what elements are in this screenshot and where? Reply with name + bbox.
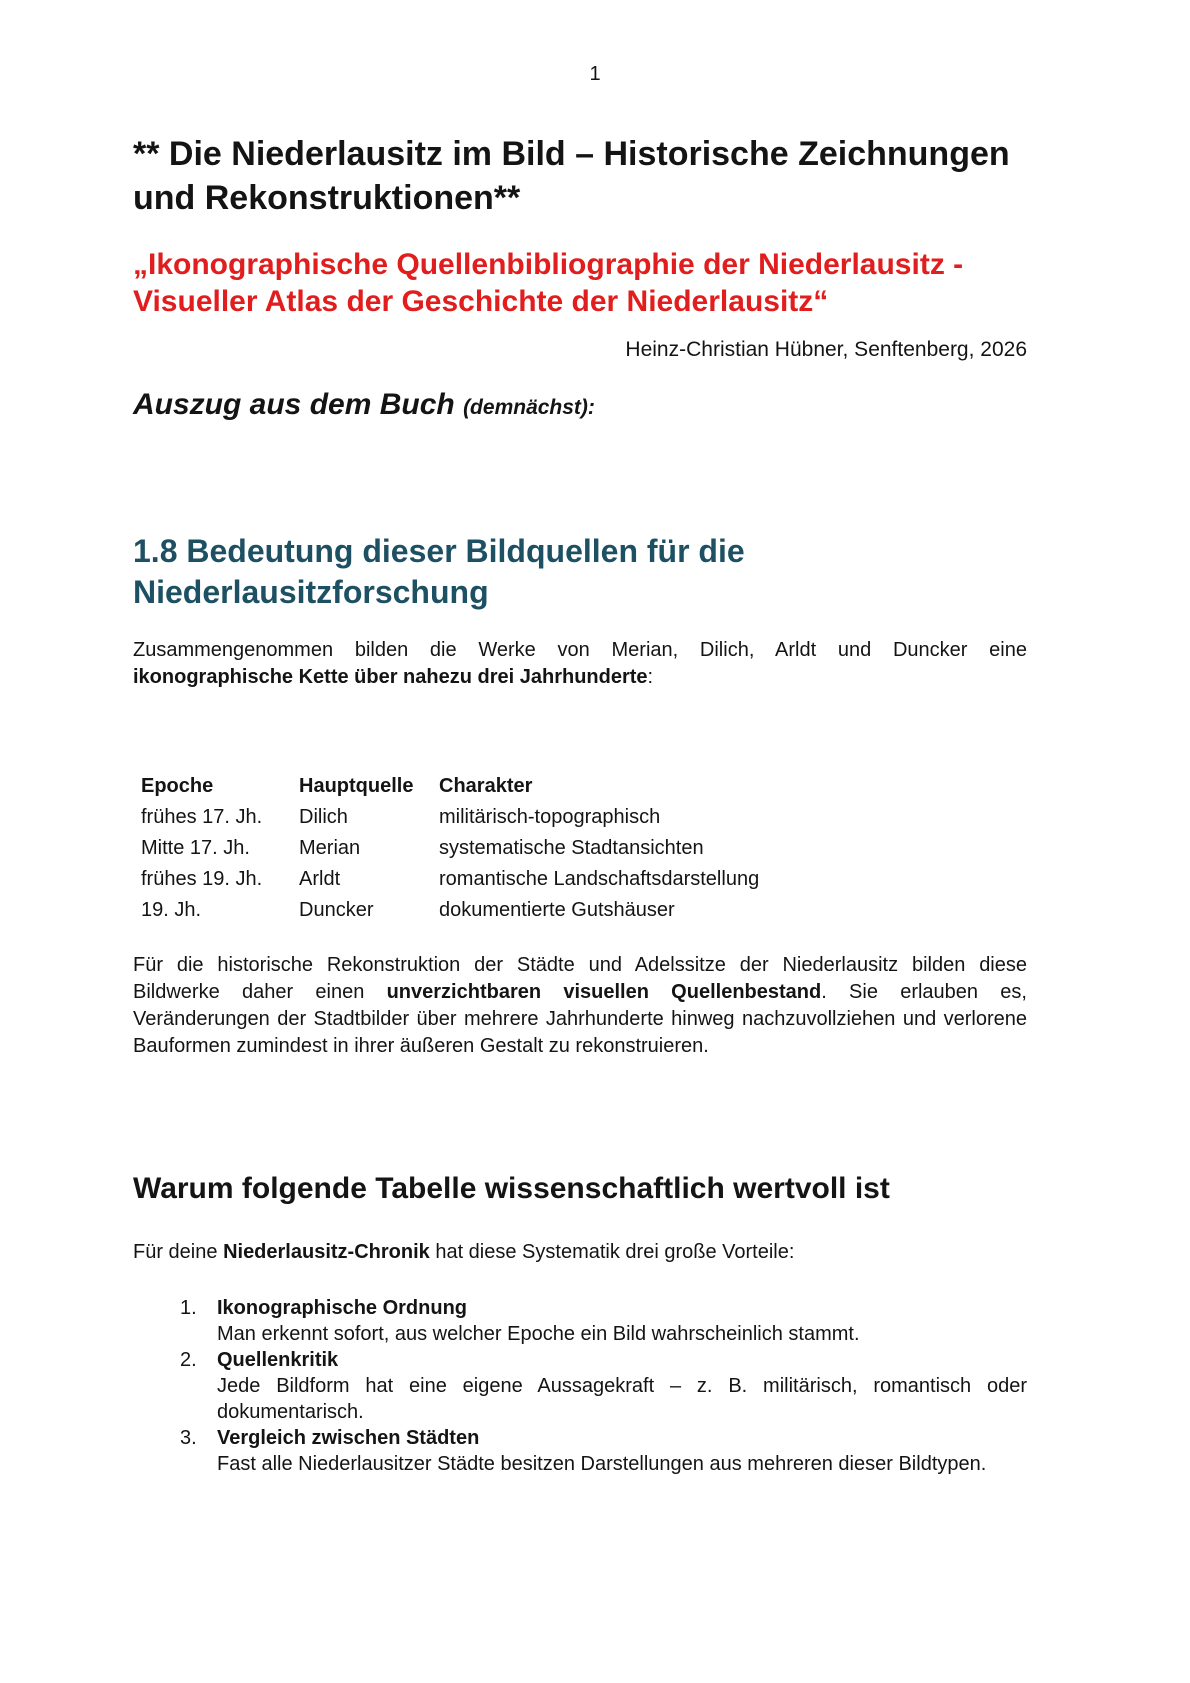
list-item-text: Man erkennt sofort, aus welcher Epoche ein Bild wahrscheinlich stammt. [217,1323,860,1345]
conclusion-paragraph [133,952,1027,1060]
list-item-title: Quellenkritik [217,1349,339,1371]
intro-bold-phrase: ikonographische Kette über nahezu drei Jahrhunderte [133,666,648,688]
section-heading-bedeutung: 1.8 Bedeutung dieser Bildquellen für die Niederlausitzforschung [133,533,745,610]
table-cell: 19. Jh. [141,899,202,921]
table-header-charakter: Charakter [439,775,533,797]
list-item-text: Jede Bildform hat eine eigene Aussagekraft – z. B. militärisch, romantisch oder dokumentarisch. [217,1375,1027,1423]
conclusion-text-post: . Sie erlauben es, Veränderungen der Stadtbilder über mehrere Jahrhunderte hinweg nachzuvollziehen und verlorene Bauformen zumindest in ihrer äußeren Gestalt zu rekonstruieren. [133,981,1027,1057]
list-item-title: Ikonographische Ordnung [217,1297,468,1319]
table-cell: Duncker [299,899,374,921]
list-item-number: 1. [180,1297,197,1319]
table-cell: romantische Landschaftsdarstellung [439,868,760,890]
list-item-number: 2. [180,1349,197,1371]
section-heading-warum: Warum folgende Tabelle wissenschaftlich wertvoll ist [133,1172,890,1205]
table-cell: systematische Stadtansichten [439,837,704,859]
table-cell: Merian [299,837,361,859]
intro-text-pre: Zusammengenommen bilden die Werke von Merian, Dilich, Arldt und Duncker eine [133,639,1027,661]
advantages-intro-bold: Niederlausitz-Chronik [223,1241,430,1263]
list-item-text: Fast alle Niederlausitzer Städte besitzen Darstellungen aus mehreren dieser Bildtypen. [217,1453,987,1475]
table-header-hauptquelle: Hauptquelle [299,775,414,797]
table-cell: Arldt [299,868,341,890]
page-number: 1 [589,63,601,85]
list-item-number: 3. [180,1427,197,1449]
advantages-list [133,1295,1027,1477]
excerpt-text: Auszug aus dem Buch [133,388,455,421]
advantages-intro-pre: Für deine [133,1241,224,1263]
list-item-body [217,1425,986,1477]
excerpt-line [133,386,1027,427]
list-item-title: Vergleich zwischen Städten [217,1427,480,1449]
document-title: ** Die Niederlausitz im Bild – Historische Zeichnungen und Rekonstruktionen** [133,135,1010,217]
table-cell: Dilich [299,806,348,828]
conclusion-bold-phrase: unverzichtbaren visuellen Quellenbestand [386,981,822,1003]
table-cell: frühes 17. Jh. [141,806,263,828]
conclusion-text-pre: Für die historische Rekonstruktion der Städte und Adelssitze der Niederlausitz bilden diese Bildwerke daher einen [133,954,1027,1003]
advantages-intro [133,1239,1027,1266]
author-line: Heinz-Christian Hübner, Senftenberg, 2026 [625,338,1027,361]
table-cell: frühes 19. Jh. [141,868,263,890]
document-subtitle: „Ikonographische Quellenbibliographie der Niederlausitz - Visueller Atlas der Geschichte der Niederlausitz“ [133,248,964,318]
epoch-source-table [141,771,1027,926]
list-item-quellenkritik [133,1347,1027,1425]
table-header-epoche: Epoche [141,775,214,797]
intro-text-post: : [647,666,654,688]
list-item-body [217,1295,860,1347]
document-content [0,86,1190,1477]
table-cell: Mitte 17. Jh. [141,837,250,859]
advantages-intro-post: hat diese Systematik drei große Vorteile: [429,1241,795,1263]
intro-paragraph [133,637,1027,691]
list-item-vergleich-zwischen-staedten [133,1425,1027,1477]
table-cell: militärisch-topographisch [439,806,661,828]
list-item-body [217,1347,1027,1425]
table-cell: dokumentierte Gutshäuser [439,899,675,921]
list-item-ikonographische-ordnung [133,1295,1027,1347]
excerpt-note: (demnächst): [463,396,595,419]
